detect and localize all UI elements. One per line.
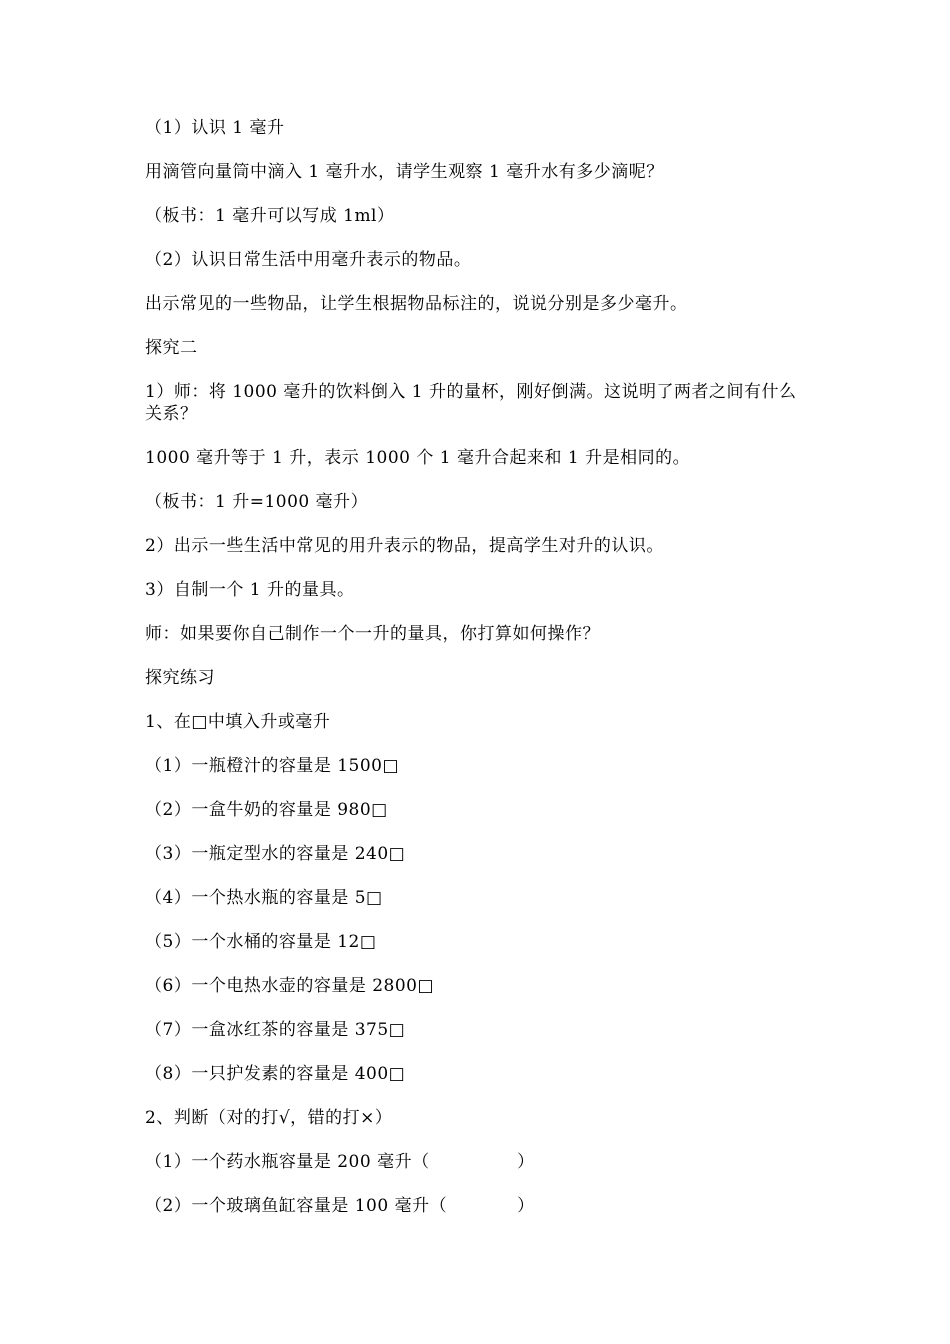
- text-line: 师：如果要你自己制作一个一升的量具，你打算如何操作？: [145, 624, 600, 644]
- text-line: （1）认识 1 毫升: [145, 118, 285, 138]
- exercise-title: 2、判断（对的打√，错的打×）: [145, 1108, 393, 1128]
- text-line: （板书：1 升=1000 毫升）: [145, 492, 369, 512]
- text-line: （板书：1 毫升可以写成 1ml）: [145, 206, 395, 226]
- exercise-item: （5）一个水桶的容量是 12□: [145, 932, 377, 952]
- exercise-title: 1、在□中填入升或毫升: [145, 712, 331, 732]
- exercise-item: （7）一盒冰红茶的容量是 375□: [145, 1020, 406, 1040]
- exercise-item: （6）一个电热水壶的容量是 2800□: [145, 976, 435, 996]
- exercise-item: （2）一盒牛奶的容量是 980□: [145, 800, 388, 820]
- text-line: 1000 毫升等于 1 升，表示 1000 个 1 毫升合起来和 1 升是相同的。: [145, 448, 691, 468]
- exercise-item: （3）一瓶定型水的容量是 240□: [145, 844, 406, 864]
- exercise-item: （8）一只护发素的容量是 400□: [145, 1064, 406, 1084]
- text-line: 用滴管向量筒中滴入 1 毫升水，请学生观察 1 毫升水有多少滴呢？: [145, 162, 664, 182]
- text-line: 出示常见的一些物品，让学生根据物品标注的，说说分别是多少毫升。: [145, 294, 688, 314]
- section-heading: 探究二: [145, 338, 198, 358]
- text-line: （2）认识日常生活中用毫升表示的物品。: [145, 250, 472, 270]
- section-heading: 探究练习: [145, 668, 215, 688]
- text-line: 2）出示一些生活中常见的用升表示的物品，提高学生对升的认识。: [145, 536, 664, 556]
- exercise-item: （1）一个药水瓶容量是 200 毫升（ ）: [145, 1152, 535, 1172]
- exercise-item: （4）一个热水瓶的容量是 5□: [145, 888, 383, 908]
- exercise-item: （2）一个玻璃鱼缸容量是 100 毫升（ ）: [145, 1196, 535, 1216]
- exercise-item: （1）一瓶橙汁的容量是 1500□: [145, 756, 400, 776]
- text-line: 3）自制一个 1 升的量具。: [145, 580, 355, 600]
- text-line: 1）师：将 1000 毫升的饮料倒入 1 升的量杯，刚好倒满。这说明了两者之间有什么关系？: [145, 382, 797, 424]
